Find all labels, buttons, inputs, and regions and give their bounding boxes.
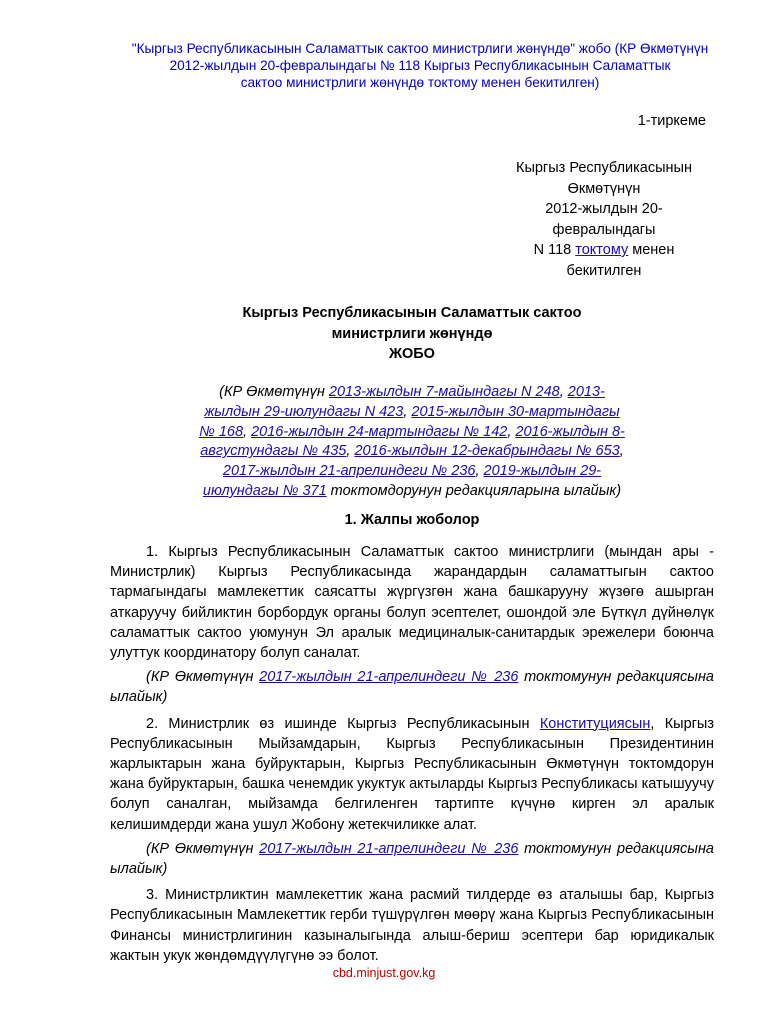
edition-prefix: (КР Өкмөтүнүн [219, 384, 329, 400]
amendment-link[interactable]: 2017-жылдын 21-апрелиндеги № 236 [259, 669, 519, 686]
edition-line: августундагы № 435, 2016-жылдын 12-декабрындагы № 653, [200, 443, 624, 460]
constitution-link[interactable]: Конституциясын [539, 715, 651, 732]
amendment-link[interactable]: жылдын 29-июлундагы N 423 [204, 403, 404, 420]
approval-text: менен [628, 242, 675, 258]
approval-line: февралындагы [552, 221, 656, 238]
amendment-link[interactable]: 2013- [567, 384, 605, 400]
header-note-line: сактоо министрлиги жөнүндө токтому менен бекитилген) [240, 75, 600, 90]
amendment-link[interactable]: 2016-жылдын 24-мартындагы № 142 [251, 423, 508, 440]
edition-line [110, 482, 714, 502]
amendment-link[interactable]: 2016-жылдын 12-декабрындагы № 653 [354, 443, 620, 460]
edition-line: жылдын 29-июлундагы N 423, 2015-жылдын 30-мартындагы [204, 403, 620, 420]
header-note-line: "Кыргыз Республикасынын Саламаттык сактоо министрлиги жөнүндө" жобо (КР Өкмөтүнүн [131, 41, 709, 56]
edition-note-1: (КР Өкмөтүнүн 2017-жылдын 21-апрелиндеги № 236 токтомунун редакциясына ылайык) [110, 669, 714, 706]
approval-block [492, 158, 716, 281]
amendment-link[interactable]: 2017-жылдын 21-апрелиндеги № 236 [222, 463, 476, 480]
resolution-link[interactable]: токтому [575, 242, 629, 258]
edition-note-2: (КР Өкмөтүнүн 2017-жылдын 21-апрелиндеги № 236 токтомунун редакциясына ылайык) [110, 840, 714, 878]
approval-line: 2012-жылдын 20- [545, 201, 663, 217]
amendment-link[interactable]: июлундагы № 371 [202, 482, 327, 499]
amendment-link[interactable]: 2019-жылдын 29- [483, 463, 602, 480]
header-note-line: 2012-жылдын 20-февралындагы № 118 Кыргыз Республикасынын Саламаттык [169, 58, 671, 73]
amendment-link[interactable]: 2017-жылдын 21-апрелиндеги № 236 [259, 840, 519, 857]
edition-line: № 168, 2016-жылдын 24-мартындагы № 142, 2016-жылдын 8- [199, 423, 625, 440]
edition-line: 2017-жылдын 21-апрелиндеги № 236, 2019-жылдын 29- [222, 463, 602, 480]
paragraph-1: 1. Кыргыз Республикасынын Саламаттык сактоо министрлиги (мындан ары - Министрлик) Кыргыз Республикасында жарандардын саламаттыгын сактоо тармагындагы мамлекеттик саясатты жүргүзгөн жана башкарууну жүзөгө ашырган аткаруучу бийликтин борбордук органы болуп эсептелет, ошондой эле Бүткүл дүйнөлүк саламаттык сактоо уюмунун Эл аралык медициналык-санитардык эрежелери боюнча улуттук координатору болуп саналат. [110, 544, 714, 662]
document-title [110, 303, 714, 365]
approval-line [492, 240, 716, 261]
source-footer: cbd.minjust.gov.kg [332, 966, 436, 980]
amendment-link[interactable]: августундагы № 435 [200, 443, 347, 460]
title-line: ЖОБО [389, 346, 435, 362]
title-line: Кыргыз Республикасынын Саламаттык сактоо [242, 305, 582, 321]
amendment-link[interactable]: 2016-жылдын 8- [515, 423, 625, 440]
edition-line: (КР Өкмөтүнүн 2013-жылдын 7-майындагы N 248, 2013- [219, 384, 605, 400]
edition-suffix: токтомдорунун редакцияларына ылайык) [326, 482, 622, 499]
paragraph-2: 2. Министрлик өз ишинде Кыргыз Республикасынын Конституциясын, Кыргыз Республикасынын Мыйзамдарын, Кыргыз Республикасынын Президентинин жарлыктарын жана буйруктарын, Кыргыз Республикасынын Өкмөтүнүн токтомдорун жана буйруктарын, башка ченемдик укуктук актыларды Кыргыз Республикасы катышуучу болуп саналган, мыйзамда белгиленген тартипте күчүнө кирген эл аралык келишимдерди жана ушул Жобону жетекчиликке алат. [110, 715, 714, 833]
section-heading: 1. Жалпы жоболор [344, 512, 480, 528]
edition-note [110, 383, 714, 502]
appendix-label: 1-тиркеме [637, 113, 706, 129]
approval-text: N 118 [533, 242, 576, 258]
approval-line: Кыргыз Республикасынын [516, 160, 692, 176]
amendment-link[interactable]: № 168 [199, 423, 244, 440]
amendment-link[interactable]: 2015-жылдын 30-мартындагы [411, 403, 620, 420]
section-body [110, 542, 714, 966]
paragraph-3: 3. Министрликтин мамлекеттик жана расмий тилдерде өз аталышы бар, Кыргыз Республикасынын Мамлекеттик герби түшүрүлгөн мөөрү жана Кыргыз Республикасынын Финансы министрлигинин казыналыгында алыш-бериш эсептери бар юридикалык жактын укук жөндөмдүүлүгүнө ээ болот. [110, 887, 714, 964]
header-note [120, 40, 720, 91]
approval-line: Өкмөтүнүн [567, 180, 641, 197]
approval-line: бекитилген [566, 262, 642, 279]
amendment-link[interactable]: 2013-жылдын 7-майындагы N 248 [328, 384, 560, 400]
title-line: министрлиги жөнүндө [331, 325, 493, 342]
